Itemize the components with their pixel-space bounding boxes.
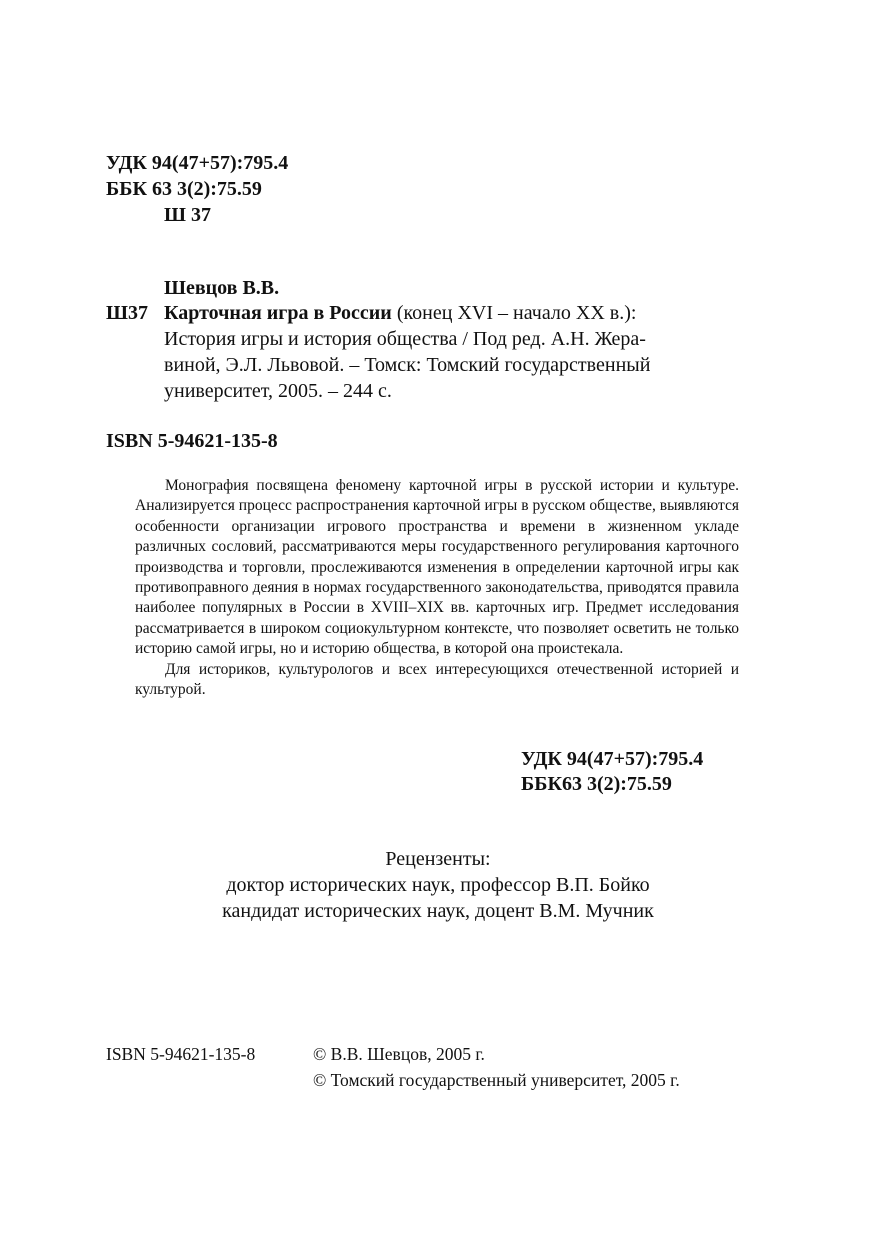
bbk-code-repeat: ББК63 3(2):75.59 xyxy=(521,773,672,795)
book-title: Карточная игра в России xyxy=(164,302,392,324)
udk-code: УДК 94(47+57):795.4 xyxy=(106,152,289,174)
abstract-paragraph-1: Монография посвящена феномену карточной игры в русской истории и культуре. Анализируется процесс распространения карточной игры в русском обществе, выявляются особенности организации игрового пространства и времени в жизненном укладе различных сословий, рассматриваются меры государственного регулирования карточного производства и торговли, прослеживаются изменения в определении карточной игры как противоправного деяния в нормах государственного законодательства, приводятся правила наиболее популярных в России в XVIII–XIX вв. карточных игр. Предмет исследования рассматривается в широком социокультурном контексте, что позволяет осветить не только историю самой игры, но и историю общества, в которой она проистекала. xyxy=(135,477,739,658)
reviewer-2: кандидат исторических наук, доцент В.М. Мучник xyxy=(222,900,654,922)
udk-code-repeat: УДК 94(47+57):795.4 xyxy=(521,748,704,770)
abstract-paragraph-2: Для историков, культурологов и всех интересующихся отечественной историей и культурой. xyxy=(135,660,739,699)
author-name: Шевцов В.В. xyxy=(164,277,280,299)
bib-line-4: университет, 2005. – 244 с. xyxy=(164,380,392,402)
reviewers-block xyxy=(0,846,876,924)
bib-line-2: История игры и история общества / Под ред. А.Н. Жера- xyxy=(164,328,646,350)
author-sign: Ш 37 xyxy=(164,204,211,226)
bib-line-1 xyxy=(164,300,764,326)
bbk-code: ББК 63 3(2):75.59 xyxy=(106,178,262,200)
isbn-heading: ISBN 5-94621-135-8 xyxy=(106,430,278,452)
title-continuation: (конец XVI – начало XX в.): xyxy=(391,302,637,324)
copyright-university: © Томский государственный университет, 2005 г. xyxy=(313,1070,680,1090)
author-mark: Ш37 xyxy=(106,302,148,324)
reviewer-1: доктор исторических наук, профессор В.П. Бойко xyxy=(226,874,650,896)
copyright-author: © В.В. Шевцов, 2005 г. xyxy=(313,1044,485,1064)
bibliographic-description xyxy=(164,300,764,404)
bibliographic-entry xyxy=(0,300,876,404)
reviewers-heading: Рецензенты: xyxy=(385,848,491,870)
footer-isbn: ISBN 5-94621-135-8 xyxy=(106,1044,256,1064)
abstract xyxy=(135,476,739,700)
bib-line-3: виной, Э.Л. Львовой. – Томск: Томский государственный xyxy=(164,354,651,376)
